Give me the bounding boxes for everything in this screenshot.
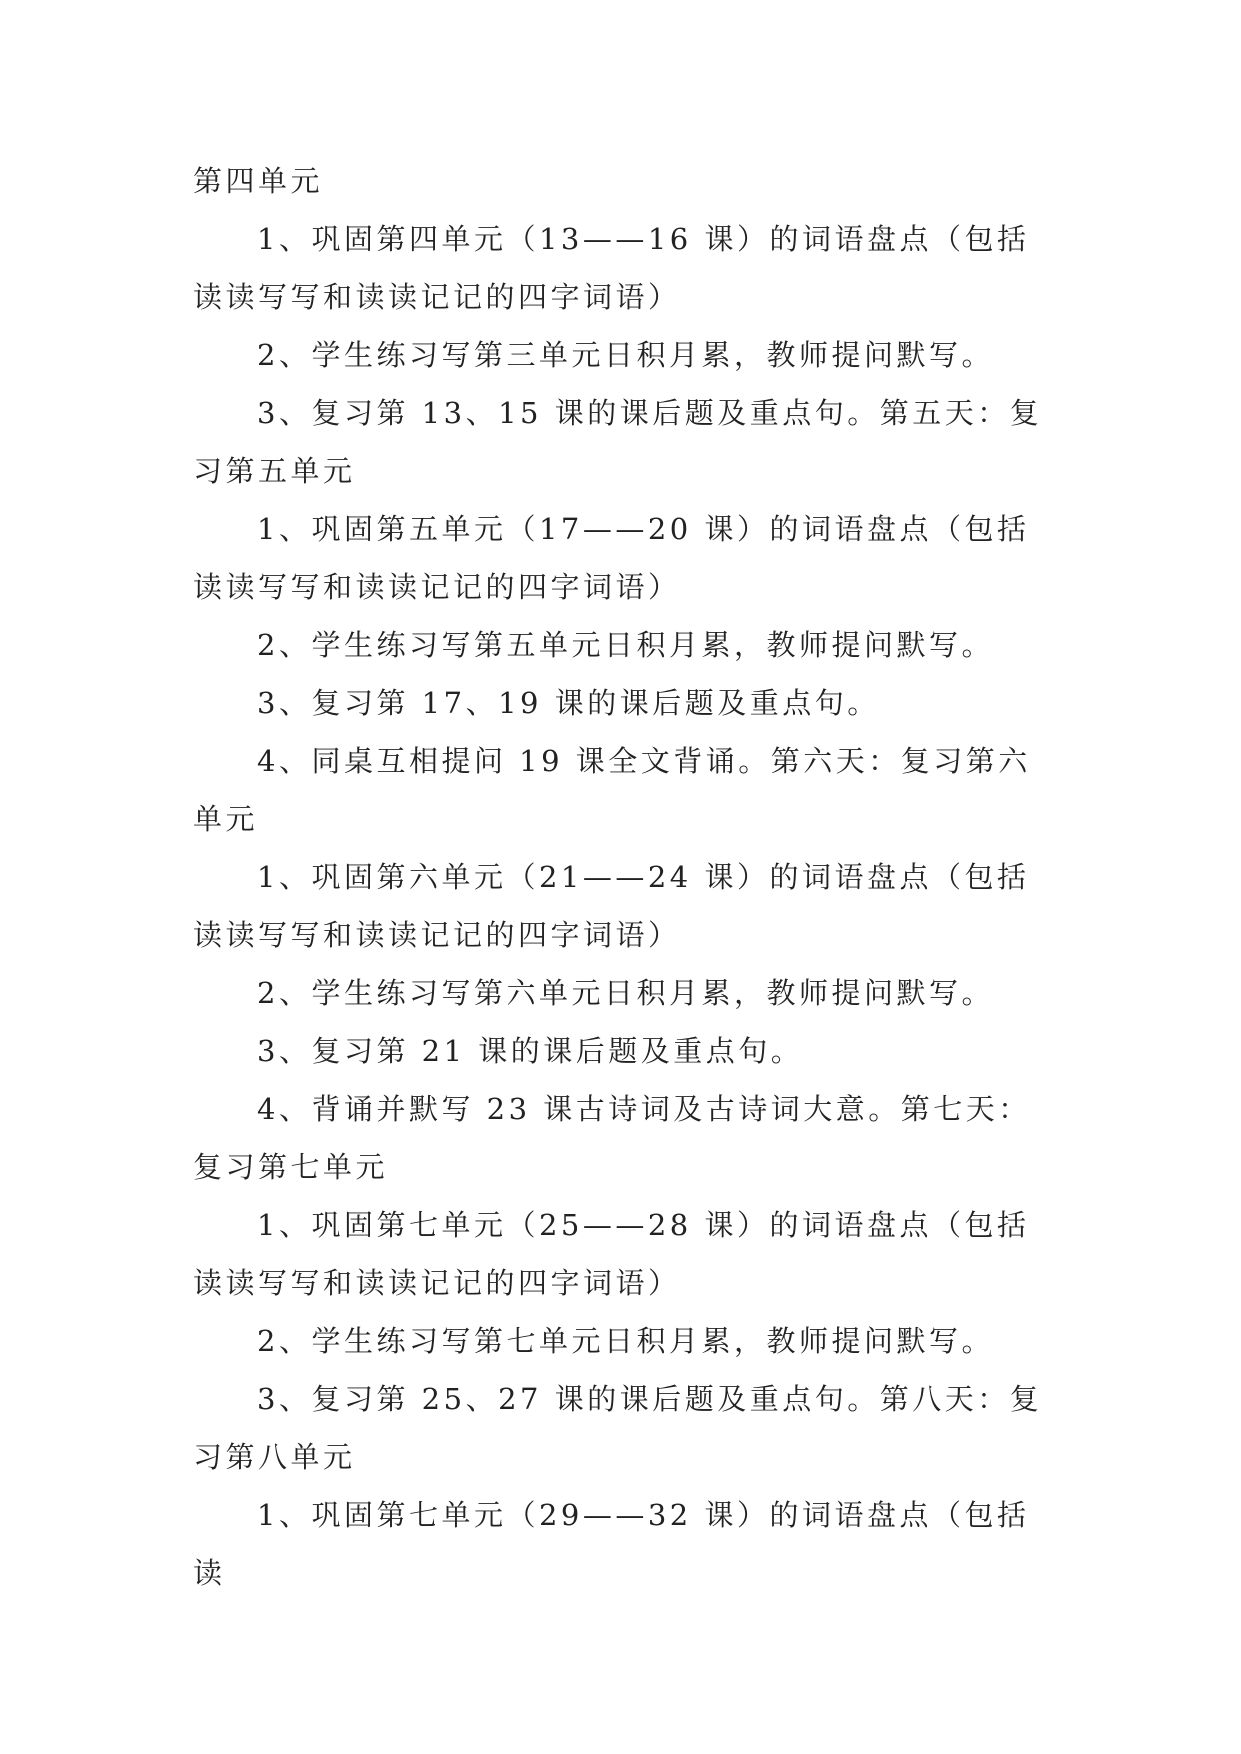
paragraph-unit6-item2: 2、学生练习写第六单元日积月累，教师提问默写。 (257, 976, 994, 1010)
paragraph-unit6-item1: 1、巩固第六单元（21——24 课）的词语盘点（包括读读写写和读读记记的四字词语） (193, 860, 1030, 952)
paragraph-unit8-item1: 1、巩固第七单元（29——32 课）的词语盘点（包括读 (193, 1498, 1030, 1590)
paragraph-unit7-item3: 3、复习第 25、27 课的课后题及重点句。第八天：复习第八单元 (193, 1382, 1043, 1474)
paragraph-unit7-item1: 1、巩固第七单元（25——28 课）的词语盘点（包括读读写写和读读记记的四字词语） (193, 1208, 1030, 1300)
paragraph-unit4-heading: 第四单元 (193, 164, 324, 198)
paragraph-unit5-item1: 1、巩固第五单元（17——20 课）的词语盘点（包括读读写写和读读记记的四字词语） (193, 512, 1030, 604)
paragraph-unit4-item2: 2、学生练习写第三单元日积月累，教师提问默写。 (257, 338, 994, 372)
paragraph-unit5-item3: 3、复习第 17、19 课的课后题及重点句。 (257, 686, 880, 720)
paragraph-unit6-item3: 3、复习第 21 课的课后题及重点句。 (257, 1034, 804, 1068)
paragraph-unit4-item1: 1、巩固第四单元（13——16 课）的词语盘点（包括读读写写和读读记记的四字词语） (193, 222, 1030, 314)
paragraph-unit5-item4: 4、同桌互相提问 19 课全文背诵。第六天：复习第六单元 (193, 744, 1031, 836)
paragraph-unit6-item4: 4、背诵并默写 23 课古诗词及古诗词大意。第七天：复习第七单元 (193, 1092, 1031, 1184)
document-page (193, 152, 1055, 1602)
paragraph-unit4-item3: 3、复习第 13、15 课的课后题及重点句。第五天：复习第五单元 (193, 396, 1043, 488)
paragraph-unit7-item2: 2、学生练习写第七单元日积月累，教师提问默写。 (257, 1324, 994, 1358)
paragraph-unit5-item2: 2、学生练习写第五单元日积月累，教师提问默写。 (257, 628, 994, 662)
